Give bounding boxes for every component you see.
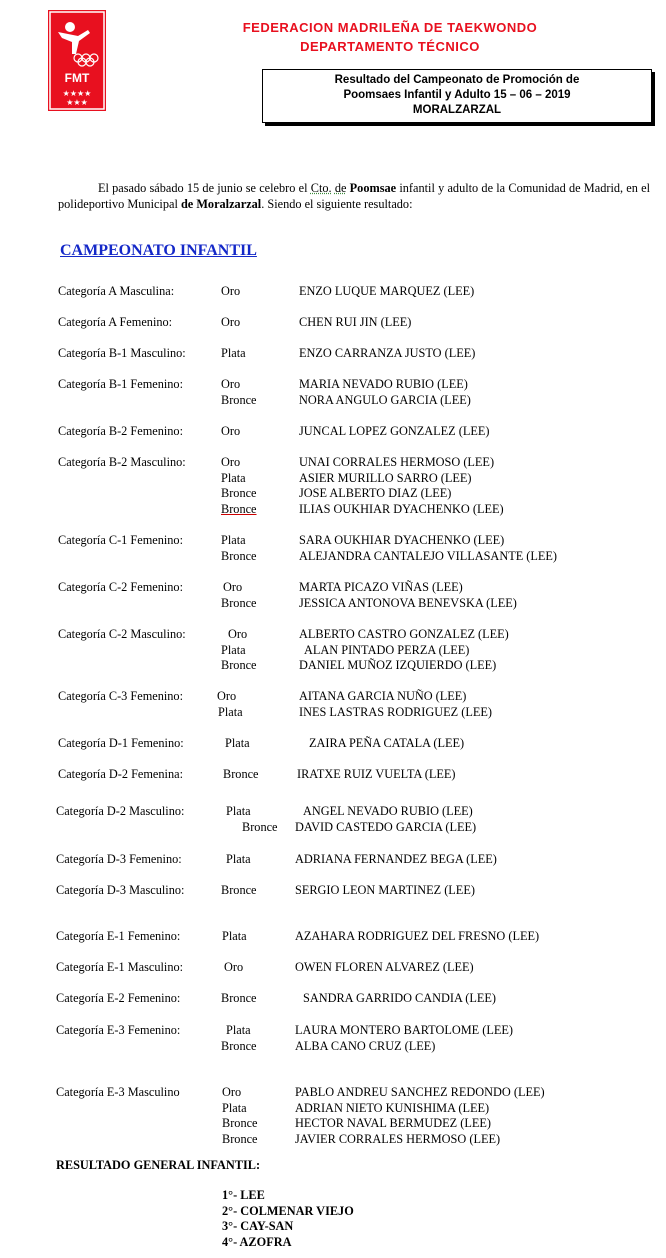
medal-label: Oro bbox=[217, 689, 237, 703]
athlete-name: ANGEL NEVADO RUBIO (LEE) bbox=[303, 804, 473, 818]
athlete-name: ENZO CARRANZA JUSTO (LEE) bbox=[299, 346, 476, 360]
ranking-item: 1°- LEE bbox=[222, 1188, 265, 1202]
athlete-name: UNAI CORRALES HERMOSO (LEE) bbox=[299, 455, 495, 469]
medal-label: Plata bbox=[221, 470, 246, 485]
category-label: Categoría B-2 Femenino: bbox=[58, 424, 183, 438]
category-label: Categoría C-3 Femenino: bbox=[58, 689, 183, 703]
intro-paragraph: El pasado sábado 15 de junio se celebro el Cto. de Poomsae infantil y adulto de la Comunidad de Madrid, en el polideportivo Municipal de Moralzarzal. Siendo el siguiente resultado: bbox=[58, 181, 651, 211]
category-label: Categoría A Femenino: bbox=[58, 315, 173, 329]
category-label: Categoría D-2 Masculino: bbox=[56, 804, 185, 818]
medal-label: Plata bbox=[226, 804, 251, 818]
category-label: Categoría C-2 Masculino: bbox=[58, 627, 186, 641]
medal-label: Oro bbox=[221, 424, 241, 438]
athlete-name: ALEJANDRA CANTALEJO VILLASANTE (LEE) bbox=[299, 548, 558, 563]
athlete-name: JOSE ALBERTO DIAZ (LEE) bbox=[299, 486, 452, 501]
medal-label: Bronce bbox=[242, 819, 278, 834]
category-label: Categoría B-1 Femenino: bbox=[58, 377, 183, 391]
athlete-name: ASIER MURILLO SARRO (LEE) bbox=[299, 470, 472, 485]
ranking-item: 2°- COLMENAR VIEJO bbox=[222, 1203, 354, 1218]
athlete-name: HECTOR NAVAL BERMUDEZ (LEE) bbox=[295, 1116, 491, 1131]
medal-label: Oro bbox=[224, 960, 244, 974]
medal-label: Oro bbox=[221, 455, 241, 469]
medal-label: Plata bbox=[218, 704, 243, 719]
federation-name: FEDERACION MADRILEÑA DE TAEKWONDO bbox=[242, 20, 538, 35]
category-label: Categoría C-1 Femenino: bbox=[58, 533, 183, 547]
medal-label: Plata bbox=[226, 1023, 251, 1037]
medal-label: Plata bbox=[225, 736, 250, 750]
title-box bbox=[262, 69, 652, 123]
medal-label: Oro bbox=[222, 1085, 242, 1099]
category-label: Categoría D-3 Masculino: bbox=[56, 883, 185, 897]
medal-label: Oro bbox=[221, 377, 241, 391]
athlete-name: ADRIANA FERNANDEZ BEGA (LEE) bbox=[295, 852, 497, 866]
title-line-1: Resultado del Campeonato de Promoción de bbox=[334, 74, 580, 86]
title-line-3: MORALZARZAL bbox=[412, 104, 502, 116]
medal-label: Bronce bbox=[221, 501, 257, 516]
medal-label: Oro bbox=[221, 315, 241, 329]
medal-label: Bronce bbox=[221, 658, 257, 673]
athlete-name: ENZO LUQUE MARQUEZ (LEE) bbox=[299, 284, 475, 298]
athlete-name: IRATXE RUIZ VUELTA (LEE) bbox=[297, 767, 456, 781]
medal-label: Plata bbox=[226, 852, 251, 866]
category-label: Categoría E-3 Femenino: bbox=[56, 1023, 181, 1037]
athlete-name: AZAHARA RODRIGUEZ DEL FRESNO (LEE) bbox=[295, 929, 540, 943]
title-line-2: Poomsaes Infantil y Adulto 15 – 06 – 2019 bbox=[343, 89, 571, 101]
medal-label: Plata bbox=[221, 642, 246, 657]
athlete-name: OWEN FLOREN ALVAREZ (LEE) bbox=[295, 960, 474, 974]
category-label: Categoría E-1 Masculino: bbox=[56, 960, 184, 974]
athlete-name: ILIAS OUKHIAR DYACHENKO (LEE) bbox=[299, 501, 504, 516]
category-label: Categoría D-1 Femenino: bbox=[58, 736, 184, 750]
category-label: Categoría E-3 Masculino bbox=[56, 1085, 180, 1099]
athlete-name: JESSICA ANTONOVA BENEVSKA (LEE) bbox=[299, 595, 517, 610]
medal-label: Bronce bbox=[221, 486, 257, 501]
stars-row-2-icon: ★★★ bbox=[66, 98, 88, 107]
category-label: Categoría E-1 Femenino: bbox=[56, 929, 181, 943]
fmt-logo bbox=[48, 10, 106, 111]
medal-label: Plata bbox=[222, 1100, 247, 1115]
medal-label: Bronce bbox=[221, 548, 257, 563]
category-label: Categoría B-2 Masculino: bbox=[58, 455, 186, 469]
ranking-item: 4°- AZOFRA bbox=[222, 1234, 292, 1249]
athlete-name: SERGIO LEON MARTINEZ (LEE) bbox=[295, 883, 475, 897]
medal-label: Bronce bbox=[221, 595, 257, 610]
athlete-name: ALBERTO CASTRO GONZALEZ (LEE) bbox=[299, 627, 509, 641]
medal-label: Oro bbox=[228, 627, 248, 641]
logo-text: FMT bbox=[64, 71, 90, 85]
stars-row-1-icon: ★★★★ bbox=[62, 89, 92, 98]
athlete-name: NORA ANGULO GARCIA (LEE) bbox=[299, 392, 471, 407]
athlete-name: MARTA PICAZO VIÑAS (LEE) bbox=[299, 580, 463, 594]
medal-label: Bronce bbox=[221, 1038, 257, 1053]
athlete-name: CHEN RUI JIN (LEE) bbox=[299, 315, 412, 329]
medal-label: Plata bbox=[222, 929, 247, 943]
department-name: DEPARTAMENTO TÉCNICO bbox=[300, 39, 480, 54]
athlete-name: PABLO ANDREU SANCHEZ REDONDO (LEE) bbox=[295, 1085, 545, 1099]
athlete-name: JAVIER CORRALES HERMOSO (LEE) bbox=[295, 1131, 501, 1146]
medal-label: Bronce bbox=[221, 392, 257, 407]
athlete-name: MARIA NEVADO RUBIO (LEE) bbox=[299, 377, 468, 391]
medal-label: Bronce bbox=[221, 883, 257, 897]
athlete-name: DANIEL MUÑOZ IZQUIERDO (LEE) bbox=[299, 658, 497, 673]
athlete-name: ALBA CANO CRUZ (LEE) bbox=[295, 1038, 436, 1053]
ranking-item: 3°- CAY-SAN bbox=[222, 1219, 294, 1234]
athlete-name: SARA OUKHIAR DYACHENKO (LEE) bbox=[299, 533, 505, 547]
medal-label: Plata bbox=[221, 533, 246, 547]
category-label: Categoría C-2 Femenino: bbox=[58, 580, 183, 594]
taekwondo-emblem-icon bbox=[48, 10, 106, 111]
category-label: Categoría D-2 Femenina: bbox=[58, 767, 183, 781]
athlete-name: ADRIAN NIETO KUNISHIMA (LEE) bbox=[295, 1100, 490, 1115]
athlete-name: ALAN PINTADO PERZA (LEE) bbox=[304, 642, 470, 657]
athlete-name: ZAIRA PEÑA CATALA (LEE) bbox=[309, 736, 465, 750]
medal-label: Bronce bbox=[221, 991, 257, 1005]
category-label: Categoría A Masculina: bbox=[58, 284, 175, 298]
medal-label: Oro bbox=[223, 580, 243, 594]
athlete-name: SANDRA GARRIDO CANDIA (LEE) bbox=[303, 991, 496, 1005]
medal-label: Bronce bbox=[223, 767, 259, 781]
section-title: CAMPEONATO INFANTIL bbox=[60, 242, 257, 259]
category-label: Categoría D-3 Femenino: bbox=[56, 852, 182, 866]
general-results-title: RESULTADO GENERAL INFANTIL: bbox=[56, 1158, 261, 1172]
athlete-name: DAVID CASTEDO GARCIA (LEE) bbox=[295, 819, 477, 834]
athlete-name: AITANA GARCIA NUÑO (LEE) bbox=[299, 689, 467, 703]
athlete-name: LAURA MONTERO BARTOLOME (LEE) bbox=[295, 1023, 513, 1037]
category-label: Categoría B-1 Masculino: bbox=[58, 346, 186, 360]
medal-label: Bronce bbox=[222, 1131, 258, 1146]
medal-label: Bronce bbox=[222, 1116, 258, 1131]
medal-label: Plata bbox=[221, 346, 246, 360]
medal-label: Oro bbox=[221, 284, 241, 298]
athlete-name: JUNCAL LOPEZ GONZALEZ (LEE) bbox=[299, 424, 490, 438]
category-label: Categoría E-2 Femenino: bbox=[56, 991, 181, 1005]
athlete-name: INES LASTRAS RODRIGUEZ (LEE) bbox=[299, 704, 492, 719]
